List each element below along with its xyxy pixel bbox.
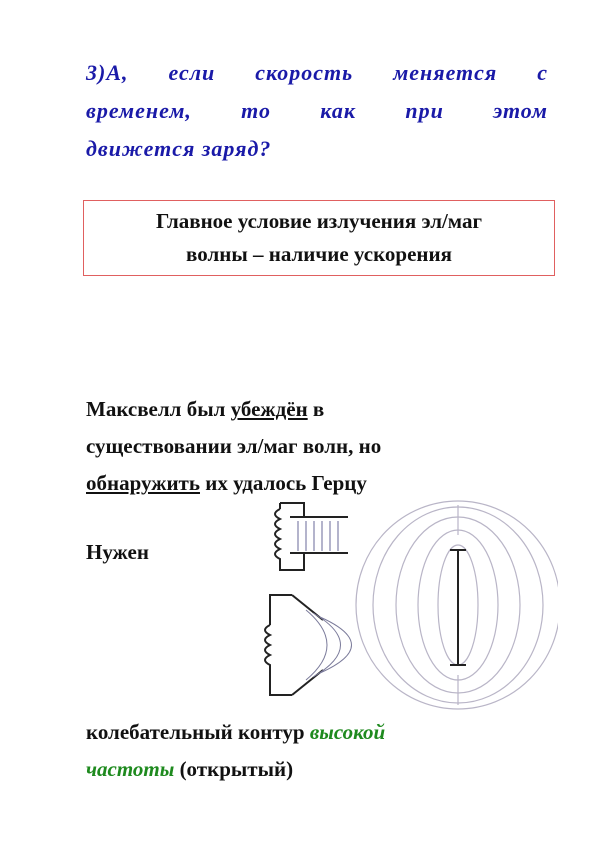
- maxwell-text-3: их удалось Герцу: [199, 471, 367, 495]
- closed-circuit: [275, 503, 348, 570]
- high-frequency-word-2: частоты: [86, 757, 175, 781]
- circuit-text-1: колебательный контур: [86, 720, 310, 744]
- question-text: [86, 54, 548, 168]
- callout-line-1: Главное условие излучения эл/маг: [155, 209, 483, 233]
- partially-open-circuit: [265, 595, 323, 695]
- oscillating-circuit-diagram: [258, 495, 558, 715]
- open-dipole: [450, 550, 466, 665]
- underlined-detect: обнаружить: [86, 471, 200, 495]
- fringing-field-lines: [306, 610, 352, 680]
- question-line-1: 3)А, если скорость меняется с: [86, 60, 548, 85]
- needed-label: Нужен: [86, 540, 149, 564]
- callout-line-2: волны – наличие ускорения: [186, 242, 452, 266]
- maxwell-text-1: Максвелл был: [86, 397, 231, 421]
- question-line-2: временем, то как при этом: [86, 98, 548, 123]
- maxwell-line-1: [86, 391, 381, 428]
- high-frequency-word-1: высокой: [309, 720, 386, 744]
- question-line-3: движется заряд?: [86, 136, 272, 161]
- maxwell-paragraph: [86, 391, 381, 502]
- maxwell-text-2: в: [307, 397, 325, 421]
- maxwell-line-2: существовании эл/маг волн, но: [86, 434, 382, 458]
- underlined-convinced: убеждён: [230, 397, 308, 421]
- circuit-line-2: [86, 751, 385, 788]
- circuit-paragraph: [86, 714, 385, 788]
- circuit-text-2: (открытый): [174, 757, 294, 781]
- capacitor-field-arrows: [298, 521, 338, 551]
- circuit-line-1: [86, 714, 385, 751]
- main-condition-box: [83, 200, 555, 276]
